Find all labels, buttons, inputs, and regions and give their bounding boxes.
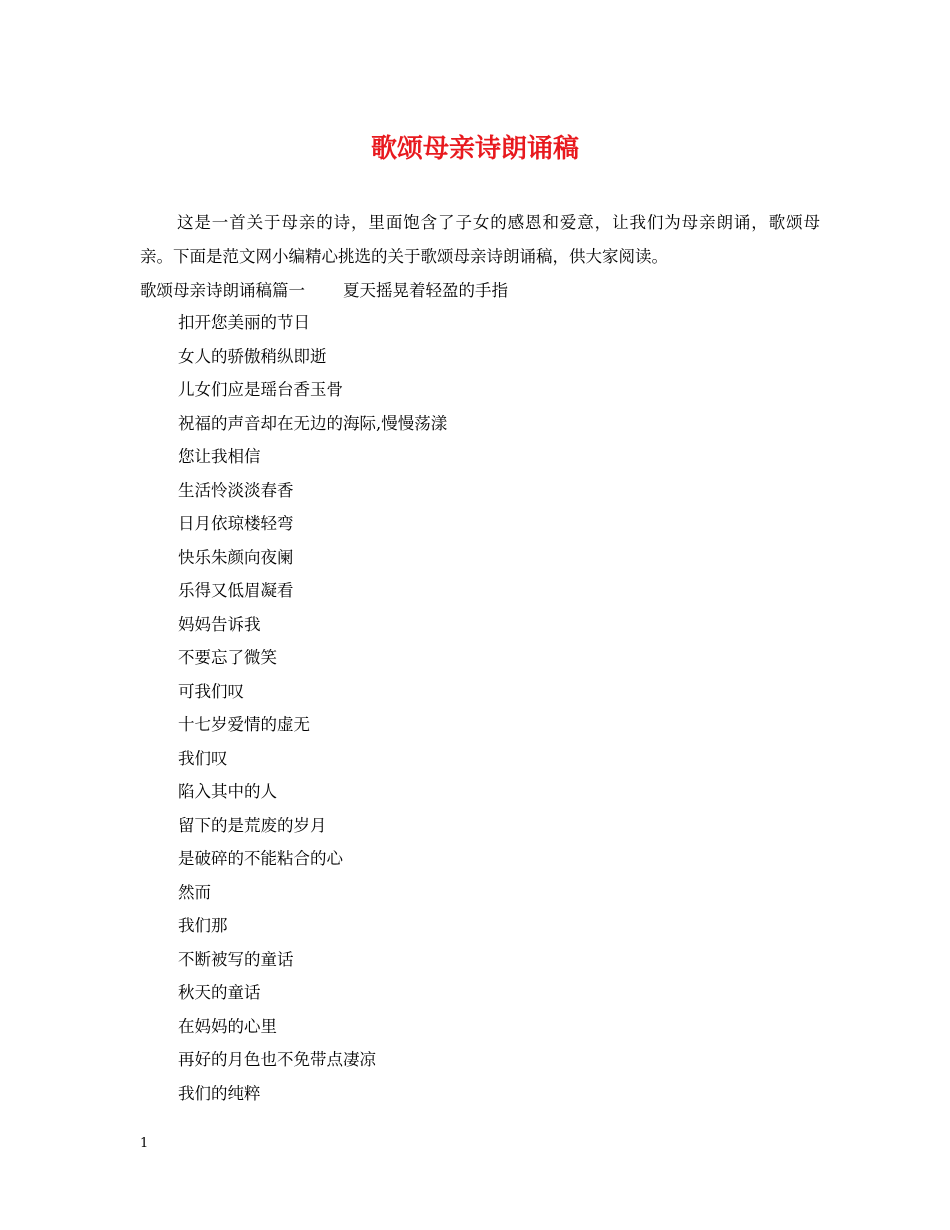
poem-line: 是破碎的不能粘合的心 [178, 849, 343, 868]
poem-line: 再好的月色也不免带点凄凉 [178, 1050, 376, 1069]
section-heading: 歌颂母亲诗朗诵稿篇一 [140, 281, 305, 300]
poem-line: 秋天的童话 [178, 983, 261, 1002]
section-heading-line [140, 280, 508, 302]
poem-line: 我们的纯粹 [178, 1083, 261, 1103]
poem-line: 您让我相信 [178, 447, 261, 466]
document-title: 歌颂母亲诗朗诵稿 [370, 134, 579, 164]
poem-line: 乐得又低眉凝看 [178, 581, 294, 600]
poem-line: 陷入其中的人 [178, 782, 277, 801]
poem-line: 女人的骄傲稍纵即逝 [178, 346, 327, 366]
poem-line: 十七岁爱情的虚无 [178, 715, 310, 734]
poem-line: 扣开您美丽的节日 [178, 313, 310, 332]
poem-line: 快乐朱颜向夜阑 [178, 547, 294, 567]
poem-line: 不要忘了微笑 [178, 648, 277, 667]
intro-paragraph: 这是一首关于母亲的诗，里面饱含了子女的感恩和爱意，让我们为母亲朗诵，歌颂母亲。下面是范文网小编精心挑选的关于歌颂母亲诗朗诵稿，供大家阅读。 [140, 213, 820, 266]
poem-line: 日月依琼楼轻弯 [178, 514, 294, 533]
poem-line: 我们那 [178, 916, 228, 935]
poem-line: 我们叹 [178, 748, 228, 768]
poem-line: 儿女们应是瑶台香玉骨 [178, 380, 343, 399]
poem-line: 生活怜淡淡春香 [178, 480, 294, 500]
poem-line: 不断被写的童话 [178, 949, 294, 969]
poem-line: 留下的是荒废的岁月 [178, 815, 327, 835]
poem-line: 在妈妈的心里 [178, 1016, 277, 1036]
page-number: 1 [140, 1136, 149, 1151]
poem-lines [178, 312, 447, 1116]
poem-line: 妈妈告诉我 [178, 614, 261, 634]
poem-line: 可我们叹 [178, 681, 244, 701]
poem-first-line: 夏天摇晃着轻盈的手指 [343, 281, 508, 300]
poem-line: 祝福的声音却在无边的海际,慢慢荡漾 [178, 413, 448, 433]
poem-line: 然而 [178, 882, 211, 902]
